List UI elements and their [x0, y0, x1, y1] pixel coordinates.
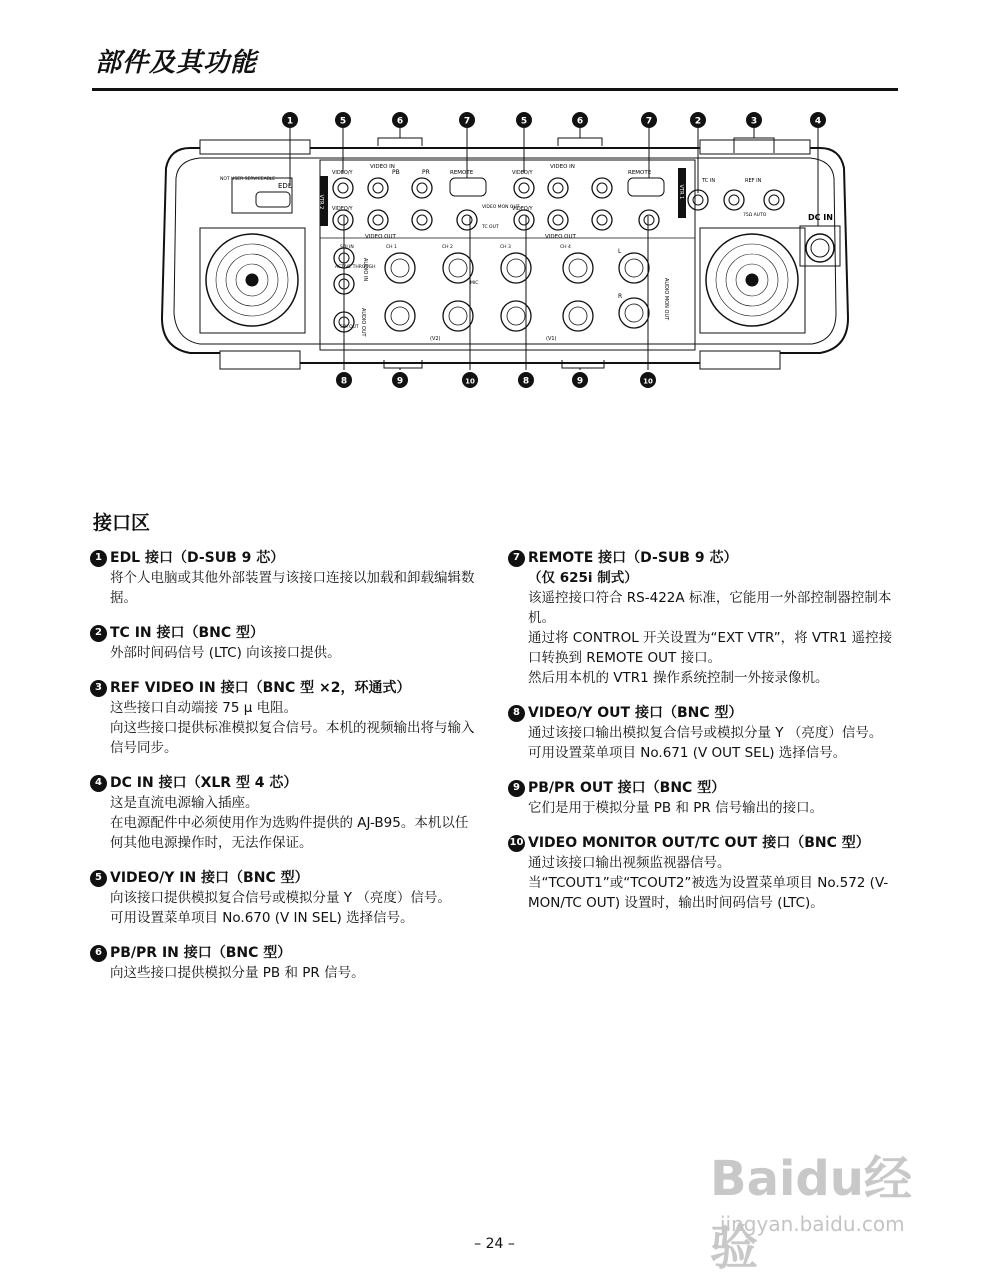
description-line: 向该接口提供模拟复合信号或模拟分量 Y （亮度）信号。	[110, 890, 451, 906]
label-tc-in: TC IN	[702, 178, 716, 184]
description-line: 可用设置菜单项目 No.671 (V OUT SEL) 选择信号。	[528, 745, 847, 761]
watermark-brand: Baidu经验	[710, 1151, 912, 1276]
callout-7	[459, 112, 475, 128]
label-dc-in: DC IN	[808, 213, 833, 222]
item-heading	[90, 773, 480, 793]
description-line: 通过该接口输出视频监视器信号。	[528, 855, 731, 871]
svg-text:10: 10	[465, 377, 475, 386]
label-vtr1: VTR 1	[678, 184, 684, 200]
callout-9	[392, 372, 408, 388]
svg-text:5: 5	[520, 116, 528, 127]
svg-text:6: 6	[576, 116, 584, 127]
description-line: 向这些接口提供标准模拟复合信号。本机的视频输出将与输入信号同步。	[110, 720, 475, 756]
connector-item	[508, 833, 898, 913]
svg-text:3: 3	[750, 116, 758, 127]
description-line: 通过将 CONTROL 开关设置为“EXT VTR”，将 VTR1 遥控接口转换到 REMOTE OUT 接口。	[528, 630, 893, 666]
item-number-badge: 8	[508, 705, 525, 722]
connector-item	[90, 943, 480, 983]
page-number: – 24 –	[474, 1236, 515, 1252]
title-rule	[92, 88, 898, 91]
description-line: 在电源配件中必须使用作为选购件提供的 AJ-B95。本机以任何其他电源操作时，无法作保证。	[110, 815, 469, 851]
item-title: VIDEO/Y IN 接口（BNC 型）	[110, 870, 309, 886]
label-video-y-4: VIDEO/Y	[512, 206, 533, 212]
label-video-out-1: VIDEO OUT	[365, 234, 396, 240]
description-line: 外部时间码信号 (LTC) 向该接口提供。	[110, 645, 341, 661]
svg-text:7: 7	[463, 116, 471, 127]
callout-10	[640, 372, 656, 388]
top-callouts	[282, 112, 826, 128]
left-column	[90, 548, 480, 998]
item-heading	[90, 548, 480, 568]
label-v1: (V1)	[546, 336, 557, 342]
svg-text:5: 5	[339, 116, 347, 127]
item-heading	[90, 623, 480, 643]
connector-item	[90, 773, 480, 853]
svg-text:8: 8	[340, 376, 348, 387]
label-video-in-2: VIDEO IN	[550, 164, 575, 170]
callout-3	[746, 112, 762, 128]
connector-item	[90, 678, 480, 758]
item-number-badge: 4	[90, 775, 107, 792]
label-r: R	[618, 293, 623, 300]
label-sdi-in: SDI IN	[340, 245, 354, 250]
item-heading	[508, 703, 898, 723]
description-line: 通过该接口输出模拟复合信号或模拟分量 Y （亮度）信号。	[528, 725, 883, 741]
right-column	[508, 548, 898, 928]
label-v2: (V2)	[430, 336, 441, 342]
label-video-y-3: VIDEO/Y	[512, 170, 533, 176]
item-description	[508, 853, 898, 913]
connector-item	[508, 548, 898, 688]
item-description	[508, 588, 898, 688]
page-title: 部件及其功能	[95, 48, 258, 78]
label-video-in-1: VIDEO IN	[370, 164, 395, 170]
label-l: L	[618, 248, 622, 255]
callout-9	[572, 372, 588, 388]
item-title: TC IN 接口（BNC 型）	[110, 625, 265, 641]
rear-panel-diagram	[160, 108, 850, 398]
item-heading	[508, 778, 898, 798]
label-video-y-1: VIDEO/Y	[332, 170, 353, 176]
item-description	[90, 568, 480, 608]
label-pr: PR	[422, 169, 430, 176]
label-audio-out: AUDIO OUT	[360, 308, 366, 337]
description-line: 将个人电脑或其他外部装置与该接口连接以加载和卸载编辑数据。	[110, 570, 475, 606]
item-description	[508, 798, 898, 818]
item-number-badge: 5	[90, 870, 107, 887]
callout-2	[690, 112, 706, 128]
label-remote-2: REMOTE	[628, 170, 652, 176]
item-heading	[508, 833, 898, 853]
item-number-badge: 6	[90, 945, 107, 962]
connector-item	[90, 548, 480, 608]
description-line: 向这些接口提供模拟分量 PB 和 PR 信号。	[110, 965, 365, 981]
item-heading	[90, 943, 480, 963]
item-title: DC IN 接口（XLR 型 4 芯）	[110, 775, 298, 791]
callout-5	[335, 112, 351, 128]
item-number-badge: 10	[508, 835, 525, 852]
description-line: 当“TCOUT1”或“TCOUT2”被选为设置菜单项目 No.572 (V-MON/TC OUT) 设置时，输出时间码信号 (LTC)。	[528, 875, 889, 911]
watermark	[700, 1140, 940, 1276]
item-title: PB/PR IN 接口（BNC 型）	[110, 945, 292, 961]
label-ch4: CH 4	[560, 245, 571, 250]
item-description	[90, 963, 480, 983]
item-subtitle: （仅 625i 制式）	[528, 570, 638, 586]
item-number-badge: 7	[508, 550, 525, 567]
svg-text:9: 9	[576, 376, 584, 387]
connector-item	[508, 703, 898, 763]
callout-8	[518, 372, 534, 388]
item-number-badge: 2	[90, 625, 107, 642]
section-heading: 接口区	[93, 512, 151, 534]
item-number-badge: 9	[508, 780, 525, 797]
item-title: REMOTE 接口（D-SUB 9 芯）	[528, 550, 738, 566]
callout-7	[641, 112, 657, 128]
connector-item	[508, 778, 898, 818]
bottom-callouts	[336, 372, 656, 388]
svg-text:7: 7	[645, 116, 653, 127]
item-description	[90, 643, 480, 663]
label-mic: MIC	[470, 281, 479, 286]
item-description	[90, 698, 480, 758]
callout-6	[572, 112, 588, 128]
description-line: 它们是用于模拟分量 PB 和 PR 信号输出的接口。	[528, 800, 824, 816]
left-fan	[200, 228, 305, 333]
item-number-badge: 1	[90, 550, 107, 567]
label-not-user: NOT USER SERVICEABLE	[220, 177, 276, 182]
description-line: 可用设置菜单项目 No.670 (V IN SEL) 选择信号。	[110, 910, 414, 926]
svg-text:6: 6	[396, 116, 404, 127]
label-audio-in: AUDIO IN	[362, 258, 368, 282]
svg-text:1: 1	[286, 116, 294, 127]
connector-item	[90, 623, 480, 663]
callout-8	[336, 372, 352, 388]
item-heading	[90, 678, 480, 698]
label-vtr2: VTR 2	[318, 194, 324, 210]
svg-text:4: 4	[814, 116, 822, 127]
item-title: PB/PR OUT 接口（BNC 型）	[528, 780, 726, 796]
connector-item	[90, 868, 480, 928]
label-audio-mon-out: AUDIO MON OUT	[663, 278, 669, 321]
label-video-out-2: VIDEO OUT	[545, 234, 576, 240]
description-line: 然后用本机的 VTR1 操作系统控制一外接录像机。	[528, 670, 829, 686]
svg-text:8: 8	[522, 376, 530, 387]
callout-10	[462, 372, 478, 388]
item-title: VIDEO MONITOR OUT/TC OUT 接口（BNC 型）	[528, 835, 870, 851]
label-ref-in: REF IN	[745, 178, 762, 184]
description-line: 这是直流电源输入插座。	[110, 795, 259, 811]
item-title: EDL 接口（D-SUB 9 芯）	[110, 550, 285, 566]
label-video-mon-out: VIDEO MON OUT	[482, 205, 520, 210]
svg-text:2: 2	[694, 116, 702, 127]
item-description	[90, 793, 480, 853]
label-edl: EDL	[278, 182, 292, 190]
label-ch3: CH 3	[500, 245, 511, 250]
callout-1	[282, 112, 298, 128]
label-sdi-out: SDI OUT	[340, 325, 359, 330]
label-active-through: ACTIVE THROUGH	[335, 265, 376, 270]
label-ch1: CH 1	[386, 245, 397, 250]
label-video-y-2: VIDEO/Y	[332, 206, 353, 212]
label-75ohm: 75Ω AUTO	[743, 213, 767, 218]
label-tc-out: TC OUT	[482, 225, 499, 230]
item-heading	[90, 868, 480, 888]
item-title: REF VIDEO IN 接口（BNC 型 ×2，环通式）	[110, 680, 411, 696]
svg-text:10: 10	[643, 377, 653, 386]
callout-6	[392, 112, 408, 128]
item-description	[508, 723, 898, 763]
watermark-url: jingyan.baidu.com	[720, 1212, 905, 1236]
item-heading	[508, 548, 898, 568]
right-fan	[700, 228, 805, 333]
callout-5	[516, 112, 532, 128]
description-line: 该遥控接口符合 RS-422A 标准，它能用一外部控制器控制本机。	[528, 590, 892, 626]
item-title: VIDEO/Y OUT 接口（BNC 型）	[528, 705, 743, 721]
description-line: 这些接口自动端接 75 μ 电阻。	[110, 700, 298, 716]
label-remote-1: REMOTE	[450, 170, 474, 176]
label-pb: PB	[392, 169, 400, 176]
label-ch2: CH 2	[442, 245, 453, 250]
svg-text:9: 9	[396, 376, 404, 387]
callout-4	[810, 112, 826, 128]
item-description	[90, 888, 480, 928]
item-number-badge: 3	[90, 680, 107, 697]
